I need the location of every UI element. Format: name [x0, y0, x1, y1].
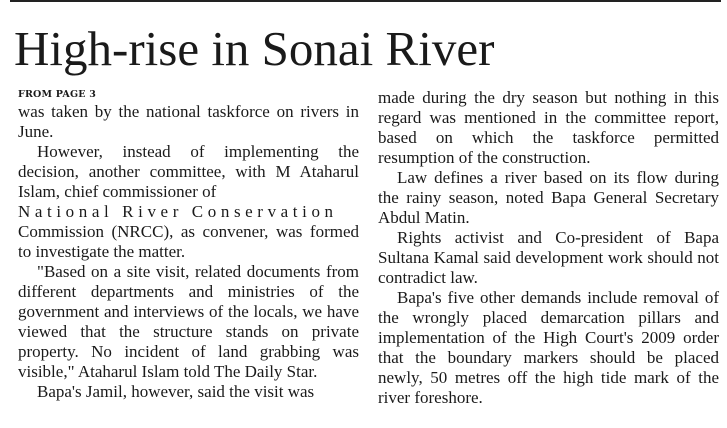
article-column-right — [378, 88, 719, 408]
top-rule — [10, 0, 721, 2]
paragraph: Rights activist and Co-president of Bapa Sultana Kamal said development work should not contradict law. — [378, 228, 719, 287]
paragraph: Bapa's Jamil, however, said the visit was — [37, 382, 315, 401]
paragraph: made during the dry season but nothing in this regard was mentioned in the committee report, based on which the taskforce permitted resumption of the construction. — [378, 88, 719, 167]
paragraph-line: National River Conservation — [18, 202, 338, 221]
headline: High-rise in Sonai River — [14, 21, 495, 76]
paragraph: However, instead of implementing the decision, another committee, with M Ataharul Islam, chief commissioner of — [18, 142, 359, 201]
paragraph: Commission (NRCC), as convener, was formed to investigate the matter. — [18, 222, 359, 261]
continued-from-label: FROM PAGE 3 — [18, 89, 97, 100]
paragraph: was taken by the national taskforce on rivers in June. — [18, 102, 359, 141]
article-column-left — [18, 102, 359, 402]
paragraph: "Based on a site visit, related documents from different departments and ministries of the government and interviews of the locals, we have viewed that the structure stands on private property. No incident of land grabbing was visible," Ataharul Islam told The Daily Star. — [18, 262, 359, 381]
paragraph: Bapa's five other demands include removal of the wrongly placed demarcation pillars and implementation of the High Court's 2009 order that the boundary markers should be placed newly, 50 metres off the high tide mark of the river foreshore. — [378, 288, 719, 407]
paragraph: Law defines a river based on its flow during the rainy season, noted Bapa General Secretary Abdul Matin. — [378, 168, 719, 227]
